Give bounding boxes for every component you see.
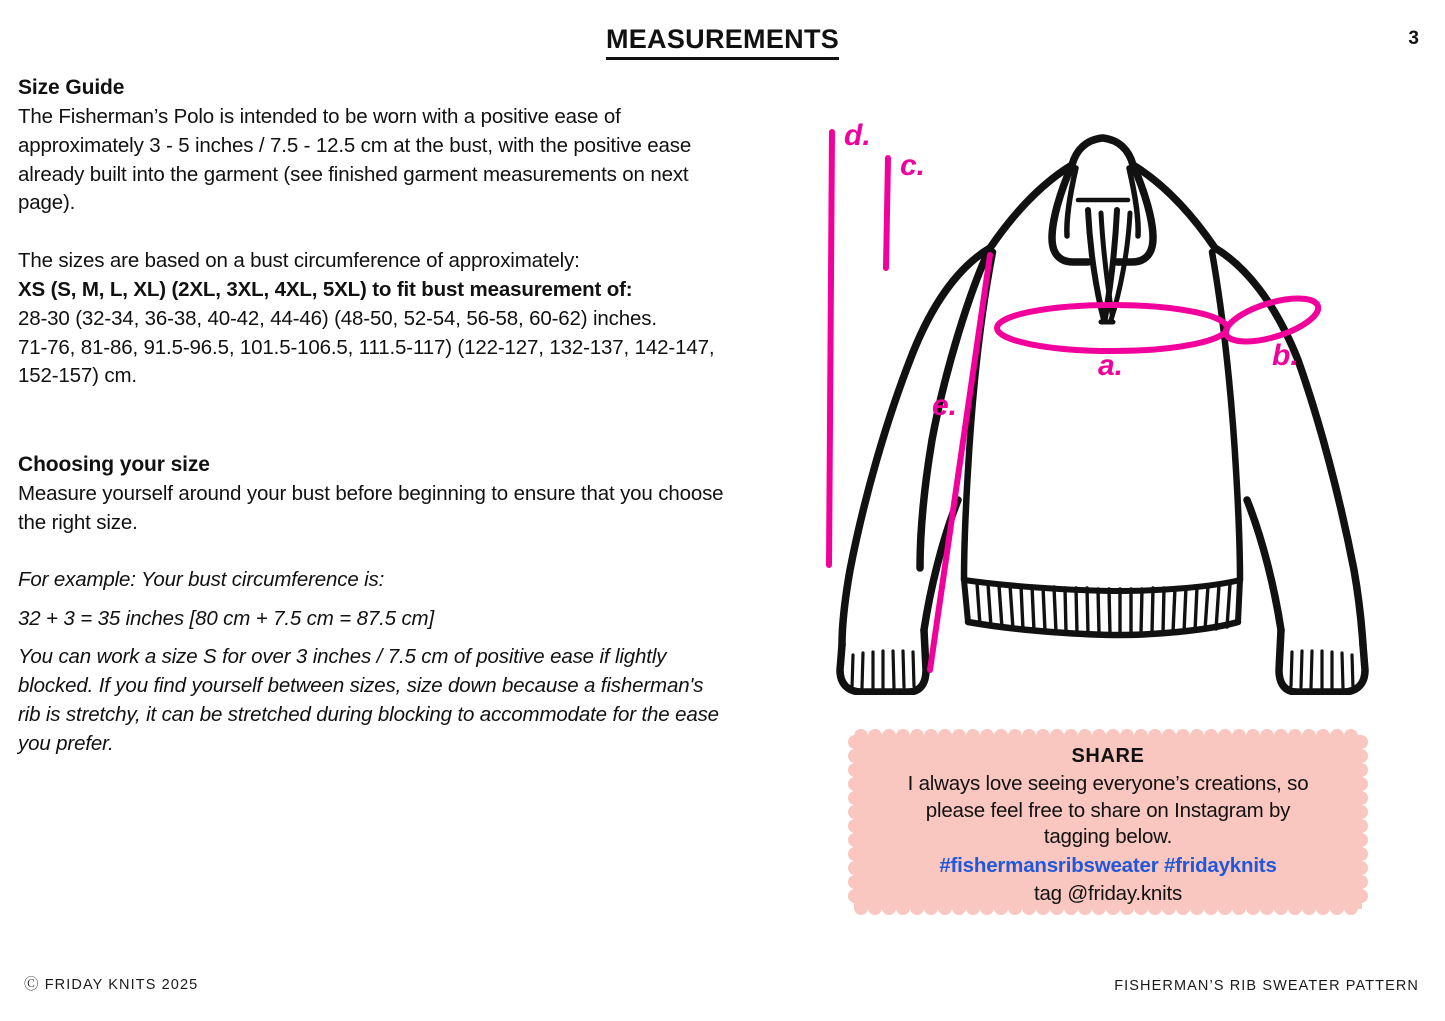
- label-a: a.: [1098, 349, 1124, 382]
- bust-inches-line: 28-30 (32-34, 36-38, 40-42, 44-46) (48-50, 52-54, 56-58, 60-62) inches.: [18, 306, 657, 330]
- label-b: b.: [1272, 339, 1299, 372]
- hem-band-right: [1238, 580, 1240, 622]
- example-intro: For example: Your bust circumference is:: [18, 567, 385, 591]
- share-content: [862, 745, 1354, 907]
- left-cuff-rib-lines: [852, 651, 914, 688]
- bust-intro-text: The sizes are based on a bust circumference of approximately:: [18, 249, 580, 273]
- hem-band-bottom: [968, 622, 1238, 635]
- sweater-schematic-svg: [820, 70, 1410, 695]
- share-line-1: I always love seeing everyone’s creations, so: [907, 772, 1309, 795]
- label-d: d.: [844, 119, 871, 152]
- size-guide-intro: The Fisherman’s Polo is intended to be worn with a positive ease of approximately 3 - 5 inches / 7.5 - 12.5 cm at the bust, with the positive ease already built into the garment (see finished garment measurements on next page).: [18, 105, 692, 215]
- share-box: [848, 729, 1368, 915]
- collar-band-top: [1072, 138, 1133, 165]
- footer-copyright: Ⓒ FRIDAY KNITS 2025: [24, 977, 199, 993]
- share-handle[interactable]: tag @friday.knits: [1033, 881, 1183, 905]
- hem-band-top: [964, 580, 1240, 591]
- size-list-bold: XS (S, M, L, XL) (2XL, 3XL, 4XL, 5XL) to fit bust measurement of:: [18, 277, 633, 301]
- page-number: 3: [1408, 28, 1419, 49]
- share-hashtags[interactable]: #fishermansribsweater #fridayknits: [939, 853, 1277, 877]
- label-c: c.: [900, 149, 926, 182]
- right-cuff-rib-lines: [1291, 651, 1353, 688]
- bust-cm-line: 71-76, 81-86, 91.5-96.5, 101.5-106.5, 111.5-117) (122-127, 132-137, 142-147, 152-157) cm.: [18, 335, 715, 388]
- label-e: e.: [932, 389, 958, 422]
- share-line-2: please feel free to share on Instagram by: [925, 798, 1291, 822]
- choosing-size-body: Measure yourself around your bust before beginning to ensure that you choose the right size.: [18, 482, 724, 534]
- measurement-line-d: [829, 132, 832, 565]
- share-line-3: tagging below.: [1043, 825, 1173, 848]
- right-sleeve-inner-edge: [1247, 500, 1281, 630]
- body-right-side-line: [1212, 252, 1240, 580]
- share-heading: SHARE: [1071, 745, 1145, 767]
- example-calculation: 32 + 3 = 35 inches [80 cm + 7.5 cm = 87.5 cm]: [18, 606, 435, 630]
- sweater-schematic-illustration: [820, 70, 1410, 695]
- footer-pattern-name: FISHERMAN’S RIB SWEATER PATTERN: [1114, 978, 1419, 994]
- size-guide-heading: Size Guide: [18, 76, 125, 99]
- page-title-text: MEASUREMENTS: [606, 24, 839, 60]
- example-note: You can work a size S for over 3 inches / 7.5 cm of positive ease if lightly blocked. If you find yourself between sizes, size down because a fisherman's rib is stretchy, it can be stretched during blocking to accommodate for the ease you prefer.: [18, 645, 719, 755]
- page-title: [0, 24, 1445, 55]
- hem-band-left: [964, 580, 968, 622]
- measurement-line-c: [886, 158, 888, 268]
- size-guide-column: [18, 76, 730, 759]
- choosing-size-heading: Choosing your size: [18, 453, 210, 477]
